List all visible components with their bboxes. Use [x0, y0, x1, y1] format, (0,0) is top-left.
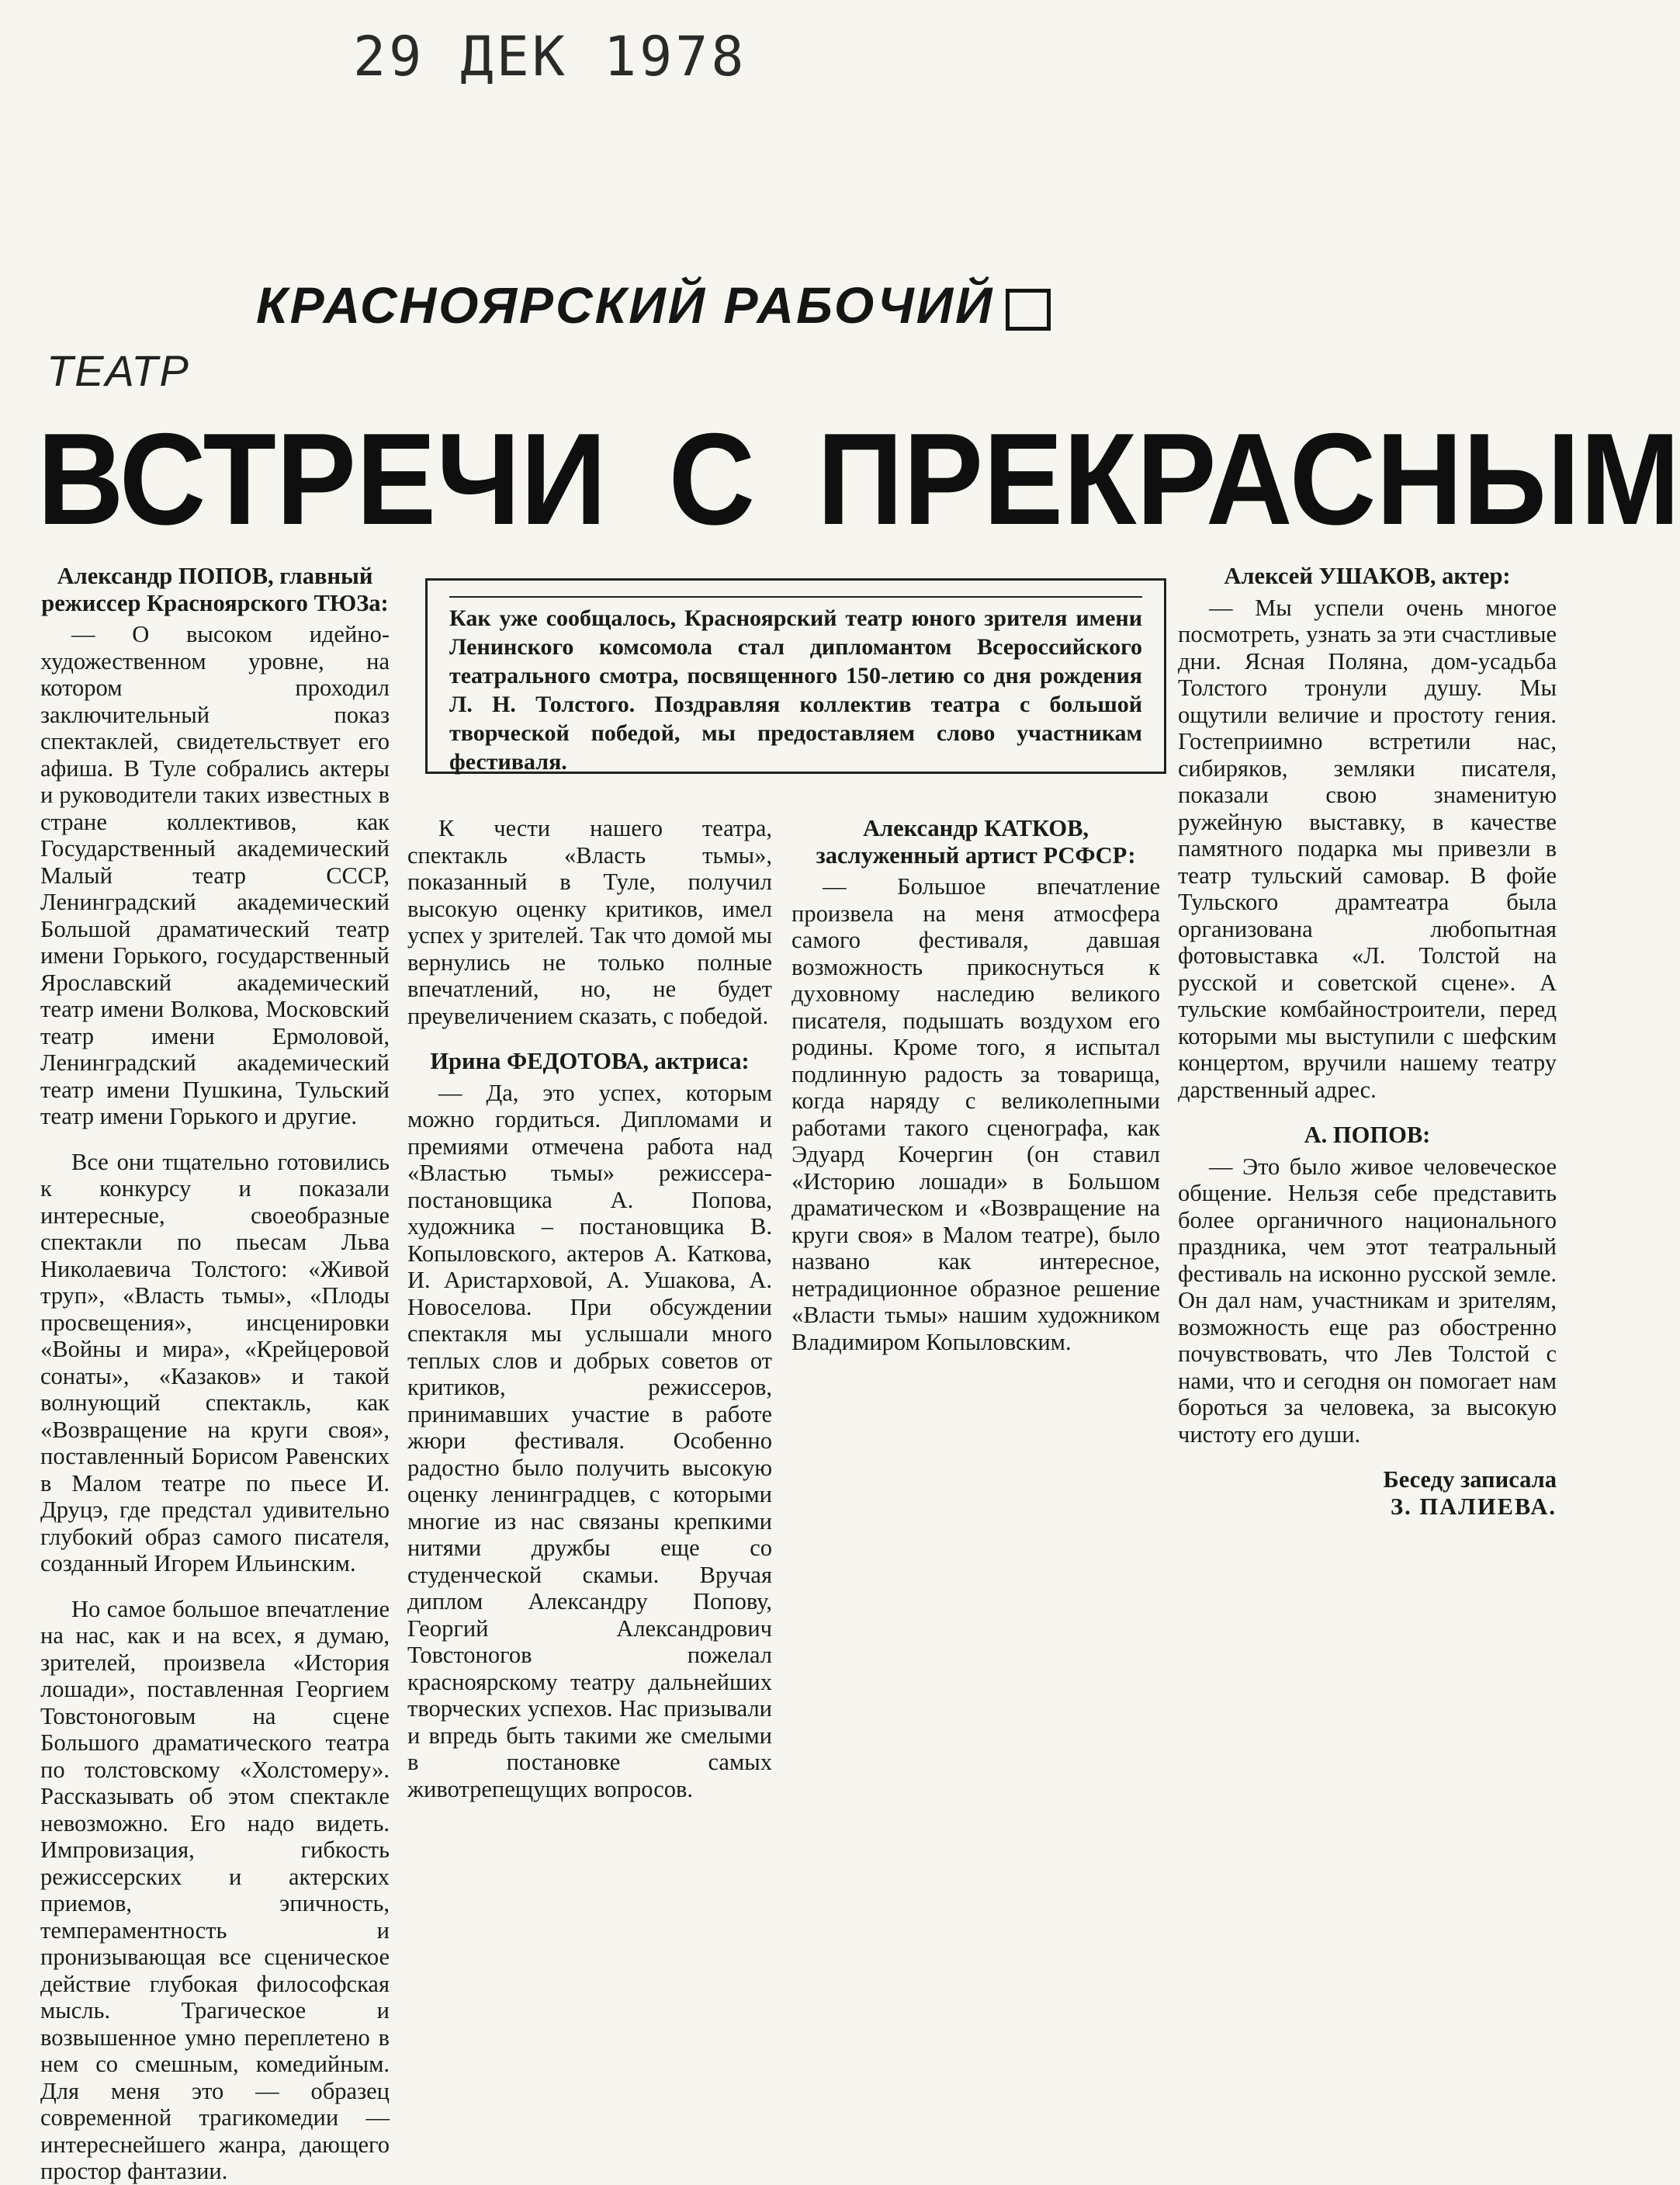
signoff-line-1: Беседу записала [1383, 1466, 1557, 1493]
rubric: ТЕАТР [47, 346, 190, 395]
date-stamp: 29 ДЕК 1978 [353, 25, 747, 88]
column-1 [40, 563, 390, 2184]
author-popov: Александр ПОПОВ, главный режиссер Красноярского ТЮЗа: [41, 563, 389, 616]
fedotova-paragraph-1: — Да, это успех, которым можно гордиться. Дипломами и премиями отмечена работа над «Властью тьмы» режиссера-постановщика А. Попова, художника – постановщика В. Копыловского, актеров А. Каткова, И. Аристарховой, А. Ушакова, А. Новоселова. При обсуждении спектакля мы услышали много теплых слов и добрых советов от критиков, режиссеров, принимавших участие в работе жюри фестиваля. Особенно радостно было получить высокую оценку ленинградцев, с которыми многие из нас связаны крепкими нитями дружбы еще со студенческой скамьи. Вручая диплом Александру Попову, Георгий Александрович Товстоногов пожелал красноярскому театру дальнейших творческих успехов. Нас призывали и впредь быть такими же смелыми в постановке самых животрепещущих вопросов. [407, 1079, 772, 1802]
signoff [1178, 1466, 1557, 1520]
author-katkov: Александр КАТКОВ, заслуженный артист РСФСР: [816, 815, 1136, 869]
intro-box [425, 578, 1166, 774]
signoff-author: З. ПАЛИЕВА. [1391, 1493, 1557, 1520]
column-4 [1178, 563, 1557, 1952]
headline: ВСТРЕЧИ С ПРЕКРАСНЫМ [37, 406, 1680, 552]
order-badge-icon [1006, 289, 1051, 331]
newspaper-name [256, 276, 1051, 335]
popov-paragraph-1: — О высоком идейно-художественном уровне, на котором проходил заключительный показ спектаклей, свидетельствует его афиша. В Туле собрались актеры и руководители таких известных в стране коллективов, как Государственный академический Малый театр СССР, Ленинградский академический Большой драматический театр имени Горького, государственный Ярославский академический театр имени Волкова, Московский театр имени Ермоловой, Ленинградский академический театр имени Пушкина, Тульский театр имени Горького и другие. [40, 621, 390, 1129]
column-2 [407, 815, 772, 1952]
popov2-paragraph-1: — Это было живое человеческое общение. Нельзя себе представить более органичного национального праздника, чем этот театральный фестиваль на исконно русской земле. Он дал нам, участникам и зрителям, возможность еще раз обостренно почувствовать, что Лев Толстой с нами, что и сегодня он помогает нам бороться за человека, за высокую чистоту его души. [1178, 1153, 1557, 1448]
ushakov-paragraph-1: — Мы успели очень многое посмотреть, узнать за эти счастливые дни. Ясная Поляна, дом-усадьба Толстого тронули душу. Мы ощутили величие и простоту гения. Гостеприимно встретили нас, сибиряков, земляки писателя, показали свою знаменитую ружейную выставку, в качестве памятного подарка мы привезли в театр тульский самовар. В фойе Тульского драмтеатра была организована любопытная фотовыставка «Л. Толстой на русской и советской сцене». А тульские комбайностроители, перед которыми мы выступили с шефским концертом, вручили нашему театру дарственный адрес. [1178, 594, 1557, 1103]
author-fedotova: Ирина ФЕДОТОВА, актриса: [430, 1048, 750, 1074]
newspaper-title: КРАСНОЯРСКИЙ РАБОЧИЙ [256, 276, 995, 334]
katkov-paragraph-1: — Большое впечатление произвела на меня атмосфера самого фестиваля, давшая возможность прикоснуться к духовному наследию великого писателя, подышать воздухом его родины. Кроме того, я испытал подлинную радость за товарища, когда наряду с великолепными работами такого сценографа, как Эдуард Кочергин (он ставил «Историю лошади» в Большом драматическом и «Возвращение на круги своя» в Малом театре), было названо как интересное, нетрадиционное образное решение «Власти тьмы» нашим художником Владимиром Копыловским. [792, 873, 1160, 1355]
intro-text: Как уже сообщалось, Красноярский театр юного зрителя имени Ленинского комсомола стал дипломантом Всероссийского театрального смотра, посвященного 150-летию со дня рождения Л. Н. Толстого. Поздравляя коллектив театра с большой творческой победой, мы предоставляем слово участникам фестиваля. [449, 596, 1142, 776]
popov-paragraph-4: К чести нашего театра, спектакль «Власть тьмы», показанный в Туле, получил высокую оценку критиков, имел успех у зрителей. Так что домой мы вернулись не только полные впечатлений, но, не будет преувеличением сказать, с победой. [407, 815, 772, 1029]
popov-paragraph-2: Все они тщательно готовились к конкурсу и показали интересные, своеобразные спектакли по пьесам Льва Николаевича Толстого: «Живой труп», «Власть тьмы», «Плоды просвещения», инсценировки «Войны и мира», «Крейцеровой сонаты», «Казаков» и такой волнующий спектакль, как «Возвращение на круги своя», поставленный Борисом Равенских в Малом театре по пьесе И. Друцэ, где предстал удивительно глубокий образ самого писателя, созданный Игорем Ильинским. [40, 1148, 390, 1576]
author-popov-2: А. ПОПОВ: [1304, 1122, 1431, 1148]
popov-paragraph-3: Но самое большое впечатление на нас, как и на всех, я думаю, зрителей, произвела «История лошади», поставленная Георгием Товстоноговым на сцене Большого драматического театра по толстовскому «Холстомеру». Рассказывать об этом спектакле невозможно. Его надо видеть. Импровизация, гибкость режиссерских и актерских приемов, эпичность, темпераментность и пронизывающая все сценическое действие глубокая философская мысль. Трагическое и возвышенное умно переплетено в нем со смешным, комедийным. Для меня это — образец современной трагикомедии — интереснейшего жанра, дающего простор фантазии. [40, 1595, 390, 2184]
column-3 [792, 815, 1160, 1952]
author-ushakov: Алексей УШАКОВ, актер: [1224, 563, 1511, 589]
